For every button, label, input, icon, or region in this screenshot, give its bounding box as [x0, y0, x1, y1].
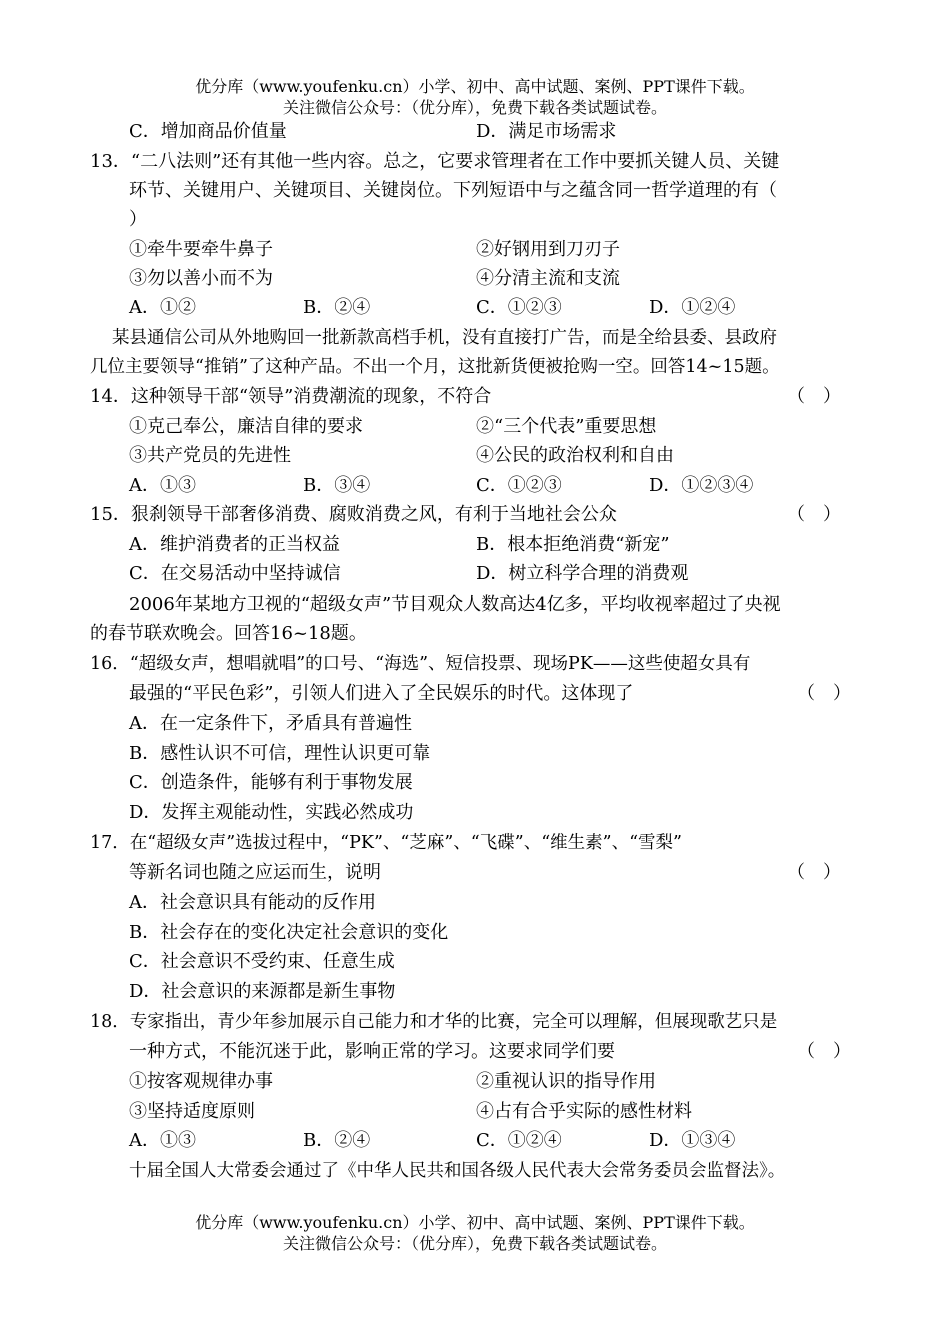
q18-item-3: ③坚持适度原则: [129, 1101, 255, 1122]
q18-item-4: ④占有合乎实际的感性材料: [476, 1101, 692, 1122]
q14-item-1: ①克己奉公，廉洁自律的要求: [129, 416, 363, 437]
passage-14-15-line-2: 几位主要领导“推销”了这种产品。不出一个月，这批新货便被抢购一空。回答14~15题。: [90, 357, 780, 377]
q13-item-3: ③勿以善小而不为: [129, 268, 273, 289]
q13-item-1: ①牵牛要牵牛鼻子: [129, 239, 273, 260]
q18-option-c: C．①②④: [476, 1130, 562, 1151]
header-line-1: 优分库（www.youfenku.cn）小学、初中、高中试题、案例、PPT课件下载。: [195, 77, 755, 96]
q16-option-d: D．发挥主观能动性，实践必然成功: [129, 802, 414, 823]
q18-stem-line-2: 一种方式，不能沉迷于此，影响正常的学习。这要求同学们要: [129, 1041, 615, 1062]
q17-stem-line-2: 等新名词也随之应运而生，说明: [129, 862, 381, 883]
q15-option-d: D．树立科学合理的消费观: [476, 563, 689, 584]
q13-item-2: ②好钢用到刀刃子: [476, 239, 620, 260]
q18-item-1: ①按客观规律办事: [129, 1071, 273, 1092]
q12-option-d: D．满足市场需求: [476, 121, 617, 142]
q18-option-a: A．①③: [129, 1130, 196, 1151]
q17-option-d: D．社会意识的来源都是新生事物: [129, 981, 396, 1002]
q14-option-a: A．①③: [129, 475, 196, 496]
q14-stem: 14．这种领导干部“领导”消费潮流的现象，不符合: [90, 386, 492, 407]
q18-option-b: B．②④: [303, 1130, 371, 1151]
q13-option-c: C．①②③: [476, 297, 562, 318]
q15-option-c: C．在交易活动中坚持诚信: [129, 563, 341, 584]
passage-14-15-line-1: 某县通信公司从外地购回一批新款高档手机，没有直接打广告，而是全给县委、县政府: [112, 328, 777, 348]
passage-16-18-line-2: 的春节联欢晚会。回答16~18题。: [90, 623, 367, 644]
q12-option-c: C．增加商品价值量: [129, 121, 287, 142]
q18-item-2: ②重视认识的指导作用: [476, 1071, 656, 1092]
footer-line-2: 关注微信公众号：（优分库），免费下载各类试题试卷。: [282, 1234, 667, 1253]
q15-stem: 15．狠刹领导干部奢侈消费、腐败消费之风，有利于当地社会公众: [90, 504, 617, 525]
q17-answer-parentheses: （ ）: [787, 862, 841, 883]
q14-option-b: B．③④: [303, 475, 371, 496]
q13-option-b: B．②④: [303, 297, 371, 318]
q16-option-c: C．创造条件，能够有利于事物发展: [129, 772, 413, 793]
q16-stem: 16．“超级女声，想唱就唱”的口号、“海选”、短信投票、现场PK——这些使超女具有: [90, 654, 751, 674]
footer-line-1: 优分库（www.youfenku.cn）小学、初中、高中试题、案例、PPT课件下载。: [195, 1213, 755, 1232]
q18-answer-parentheses: （ ）: [797, 1041, 851, 1062]
q17-option-c: C．社会意识不受约束、任意生成: [129, 951, 395, 972]
q17-stem: 17．在“超级女声”选拔过程中，“PK”、“芝麻”、“飞碟”、“维生素”、“雪梨”: [90, 833, 682, 853]
q16-stem-line-2: 最强的“平民色彩”，引领人们进入了全民娱乐的时代。这体现了: [129, 683, 634, 704]
q13-stem-line-3: ）: [129, 209, 147, 230]
q18-option-d: D．①③④: [649, 1130, 736, 1151]
q14-option-c: C．①②③: [476, 475, 562, 496]
q17-option-a: A．社会意识具有能动的反作用: [129, 892, 376, 913]
passage-16-18-line-1: 2006年某地方卫视的“超级女声”节目观众人数高达4亿多，平均收视率超过了央视: [129, 594, 781, 615]
q13-option-a: A．①②: [129, 297, 196, 318]
q16-answer-parentheses: （ ）: [797, 683, 851, 704]
q14-item-3: ③共产党员的先进性: [129, 445, 291, 466]
q14-item-2: ②“三个代表”重要思想: [476, 416, 657, 437]
q15-option-b: B．根本拒绝消费“新宠”: [476, 534, 670, 555]
q13-stem: 13．“二八法则”还有其他一些内容。总之，它要求管理者在工作中要抓关键人员、关键: [90, 151, 780, 172]
q13-stem-line-2: 环节、关键用户、关键项目、关键岗位。下列短语中与之蕴含同一哲学道理的有（: [129, 180, 777, 201]
q16-option-a: A．在一定条件下，矛盾具有普遍性: [129, 713, 412, 734]
q18-stem: 18．专家指出，青少年参加展示自己能力和才华的比赛，完全可以理解，但展现歌艺只是: [90, 1012, 778, 1032]
q14-item-4: ④公民的政治权利和自由: [476, 445, 674, 466]
q13-item-4: ④分清主流和支流: [476, 268, 620, 289]
q16-option-b: B．感性认识不可信，理性认识更可靠: [129, 743, 431, 764]
q15-answer-parentheses: （ ）: [787, 504, 841, 525]
passage-next-line-1: 十届全国人大常委会通过了《中华人民共和国各级人民代表大会常务委员会监督法》。: [129, 1161, 786, 1181]
header-line-2: 关注微信公众号：（优分库），免费下载各类试题试卷。: [282, 98, 667, 117]
q15-option-a: A．维护消费者的正当权益: [129, 534, 340, 555]
q14-answer-parentheses: （ ）: [787, 386, 841, 407]
q17-option-b: B．社会存在的变化决定社会意识的变化: [129, 922, 449, 943]
q13-option-d: D．①②④: [649, 297, 736, 318]
q14-option-d: D．①②③④: [649, 475, 754, 496]
